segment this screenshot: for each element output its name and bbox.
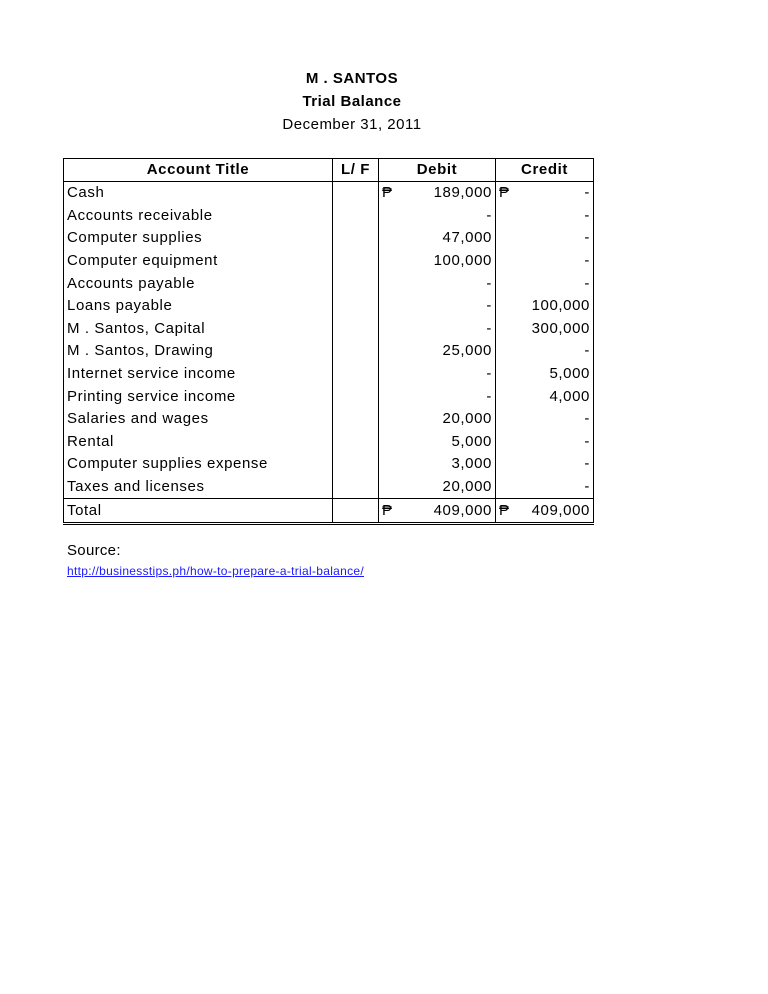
column-header-lf: L/ F [333, 159, 379, 182]
table-row [64, 227, 594, 250]
debit-cell: 409,000 [399, 499, 496, 524]
credit-cell: 4,000 [549, 387, 590, 405]
account-title-cell: Accounts receivable [67, 206, 213, 224]
trial-balance-table [63, 158, 594, 525]
credit-currency-symbol [496, 318, 516, 341]
lf-cell [333, 272, 379, 295]
account-title-cell: Cash [67, 184, 105, 202]
report-title: Trial Balance [302, 93, 402, 110]
debit-cell: 189,000 [399, 182, 496, 205]
lf-cell [333, 182, 379, 205]
credit-currency-symbol [496, 250, 516, 273]
credit-currency-symbol [496, 408, 516, 431]
debit-cell: 3,000 [399, 453, 496, 476]
table-row [64, 250, 594, 273]
debit-currency-symbol [379, 363, 399, 386]
credit-cell: - [584, 252, 590, 270]
lf-cell [333, 318, 379, 341]
table-row [64, 408, 594, 431]
credit-cell: - [584, 229, 590, 247]
credit-currency-symbol [496, 205, 516, 228]
lf-cell [333, 453, 379, 476]
table-row [64, 295, 594, 318]
column-header-account-title: Account Title [64, 159, 333, 182]
debit-cell: 100,000 [399, 250, 496, 273]
credit-currency-symbol [496, 340, 516, 363]
account-title-cell: Loans payable [67, 297, 173, 315]
account-title-cell: Salaries and wages [67, 410, 209, 428]
debit-currency-symbol [379, 227, 399, 250]
credit-cell: - [584, 342, 590, 360]
debit-currency-symbol [379, 340, 399, 363]
debit-cell: 25,000 [399, 340, 496, 363]
debit-currency-symbol [379, 205, 399, 228]
table-row [64, 363, 594, 386]
debit-cell: 47,000 [399, 227, 496, 250]
credit-currency-symbol: ₱ [499, 184, 510, 202]
lf-cell [333, 431, 379, 454]
table-row [64, 318, 594, 341]
credit-cell: 5,000 [549, 365, 590, 383]
lf-cell [333, 227, 379, 250]
account-title-cell: M . Santos, Drawing [67, 342, 214, 360]
company-name: M . SANTOS [305, 70, 399, 87]
debit-currency-symbol [379, 385, 399, 408]
credit-currency-symbol [496, 476, 516, 499]
credit-cell: - [584, 410, 590, 428]
credit-cell: - [584, 455, 590, 473]
debit-cell: - [399, 295, 496, 318]
table-row [64, 476, 594, 499]
credit-currency-symbol [496, 453, 516, 476]
column-header-credit: Credit [496, 159, 594, 182]
account-title-cell: M . Santos, Capital [67, 319, 206, 337]
source-label: Source: [67, 542, 121, 559]
account-title-cell: Computer supplies [67, 229, 203, 247]
debit-cell: - [399, 272, 496, 295]
table-row [64, 431, 594, 454]
debit-currency-symbol: ₱ [379, 499, 399, 524]
credit-currency-symbol [496, 431, 516, 454]
account-title-cell: Taxes and licenses [67, 478, 205, 496]
source-link[interactable]: http://businesstips.ph/how-to-prepare-a-trial-balance/ [67, 564, 365, 578]
debit-cell: - [399, 318, 496, 341]
debit-currency-symbol [379, 318, 399, 341]
account-title-cell: Rental [67, 432, 114, 450]
credit-cell: 300,000 [531, 319, 590, 337]
debit-cell: 5,000 [399, 431, 496, 454]
lf-cell [333, 205, 379, 228]
credit-currency-symbol [496, 227, 516, 250]
lf-cell [333, 476, 379, 499]
credit-cell: 409,000 [516, 499, 594, 524]
lf-cell [333, 408, 379, 431]
credit-currency-symbol [496, 363, 516, 386]
credit-cell: - [584, 184, 590, 202]
total-row [64, 499, 594, 524]
table-row [64, 272, 594, 295]
account-title-cell: Printing service income [67, 387, 236, 405]
table-row [64, 182, 594, 205]
debit-cell: 20,000 [399, 408, 496, 431]
lf-cell [333, 250, 379, 273]
lf-cell [333, 295, 379, 318]
column-header-debit: Debit [379, 159, 496, 182]
debit-currency-symbol [379, 295, 399, 318]
table-row [64, 205, 594, 228]
debit-currency-symbol [379, 408, 399, 431]
debit-cell: - [399, 385, 496, 408]
lf-cell [333, 499, 379, 524]
credit-cell: 100,000 [531, 297, 590, 315]
credit-currency-symbol [496, 385, 516, 408]
account-title-cell: Accounts payable [67, 274, 196, 292]
credit-currency-symbol [496, 272, 516, 295]
lf-cell [333, 340, 379, 363]
account-title-cell: Total [64, 499, 333, 524]
debit-currency-symbol [379, 272, 399, 295]
account-title-cell: Internet service income [67, 365, 236, 383]
table-header-row [64, 159, 594, 182]
debit-cell: - [399, 363, 496, 386]
debit-currency-symbol [379, 476, 399, 499]
debit-currency-symbol: ₱ [382, 184, 393, 202]
table-row [64, 340, 594, 363]
report-date: December 31, 2011 [282, 116, 422, 133]
credit-currency-symbol: ₱ [496, 499, 516, 524]
account-title-cell: Computer equipment [67, 252, 218, 270]
table-row [64, 453, 594, 476]
lf-cell [333, 363, 379, 386]
debit-currency-symbol [379, 453, 399, 476]
debit-cell: - [399, 205, 496, 228]
lf-cell [333, 385, 379, 408]
credit-cell: - [584, 432, 590, 450]
credit-cell: - [584, 274, 590, 292]
table-row [64, 385, 594, 408]
debit-cell: 20,000 [399, 476, 496, 499]
debit-currency-symbol [379, 431, 399, 454]
credit-cell: - [584, 478, 590, 496]
credit-currency-symbol [496, 295, 516, 318]
credit-cell: - [584, 206, 590, 224]
account-title-cell: Computer supplies expense [67, 455, 268, 473]
debit-currency-symbol [379, 250, 399, 273]
